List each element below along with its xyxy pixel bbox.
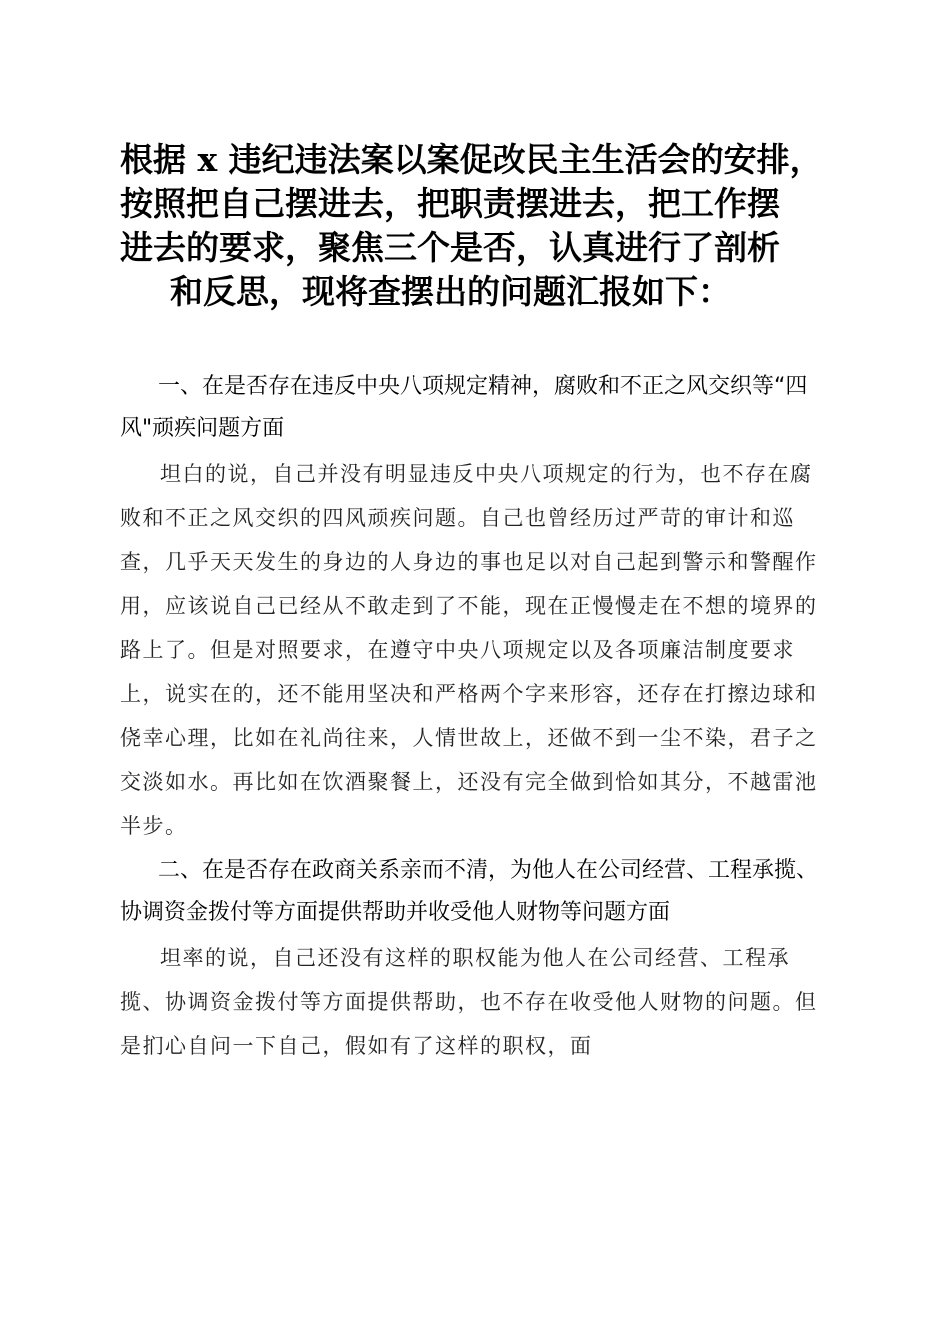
title-line: 按照把自己摆进去，把职责摆进去，把工作摆 — [120, 184, 780, 223]
section-paragraph: 坦率的说，自己还没有这样的职权能为他人在公司经营、工程承揽、协调资金拨付等方面提供帮助，也不存在收受他人财物的问题。但是扪心自问一下自己，假如有了这样的职权，面 — [120, 946, 818, 1058]
section-paragraph: 坦白的说，自己并没有明显违反中央八项规定的行为，也不存在腐败和不正之风交织的四风顽疾问题。自己也曾经历过严苛的审计和巡查，几乎天天发生的身边的人身边的事也足以对自己起到警示和警醒作用，应该说自己已经从不敢走到了不能，现在正慢慢走在不想的境界的路上了。但是对照要求，在遵守中央八项规定以及各项廉洁制度要求上，说实在的，还不能用坚决和严格两个字来形容，还存在打擦边球和侥幸心理，比如在礼尚往来，人情世故上，还做不到一尘不染，君子之交淡如水。再比如在饮酒聚餐上，还没有完全做到恰如其分，不越雷池半步。 — [120, 462, 818, 838]
title-line: 和反思，现将查摆出的问题汇报如下： — [170, 272, 731, 311]
section-heading: 一、在是否存在违反中央八项规定精神，腐败和不正之风交织等“四风"顽疾问题方面 — [120, 374, 808, 441]
title-line: 根据 x 违纪违法案以案促改民主生活会的安排， — [120, 140, 823, 179]
title-line: 进去的要求，聚焦三个是否，认真进行了剖析 — [120, 228, 780, 267]
document-title — [120, 138, 832, 314]
section-heading: 二、在是否存在政商关系亲而不清，为他人在公司经营、工程承揽、协调资金拨付等方面提供帮助并收受他人财物等问题方面 — [120, 858, 819, 925]
document-body — [120, 366, 832, 1068]
